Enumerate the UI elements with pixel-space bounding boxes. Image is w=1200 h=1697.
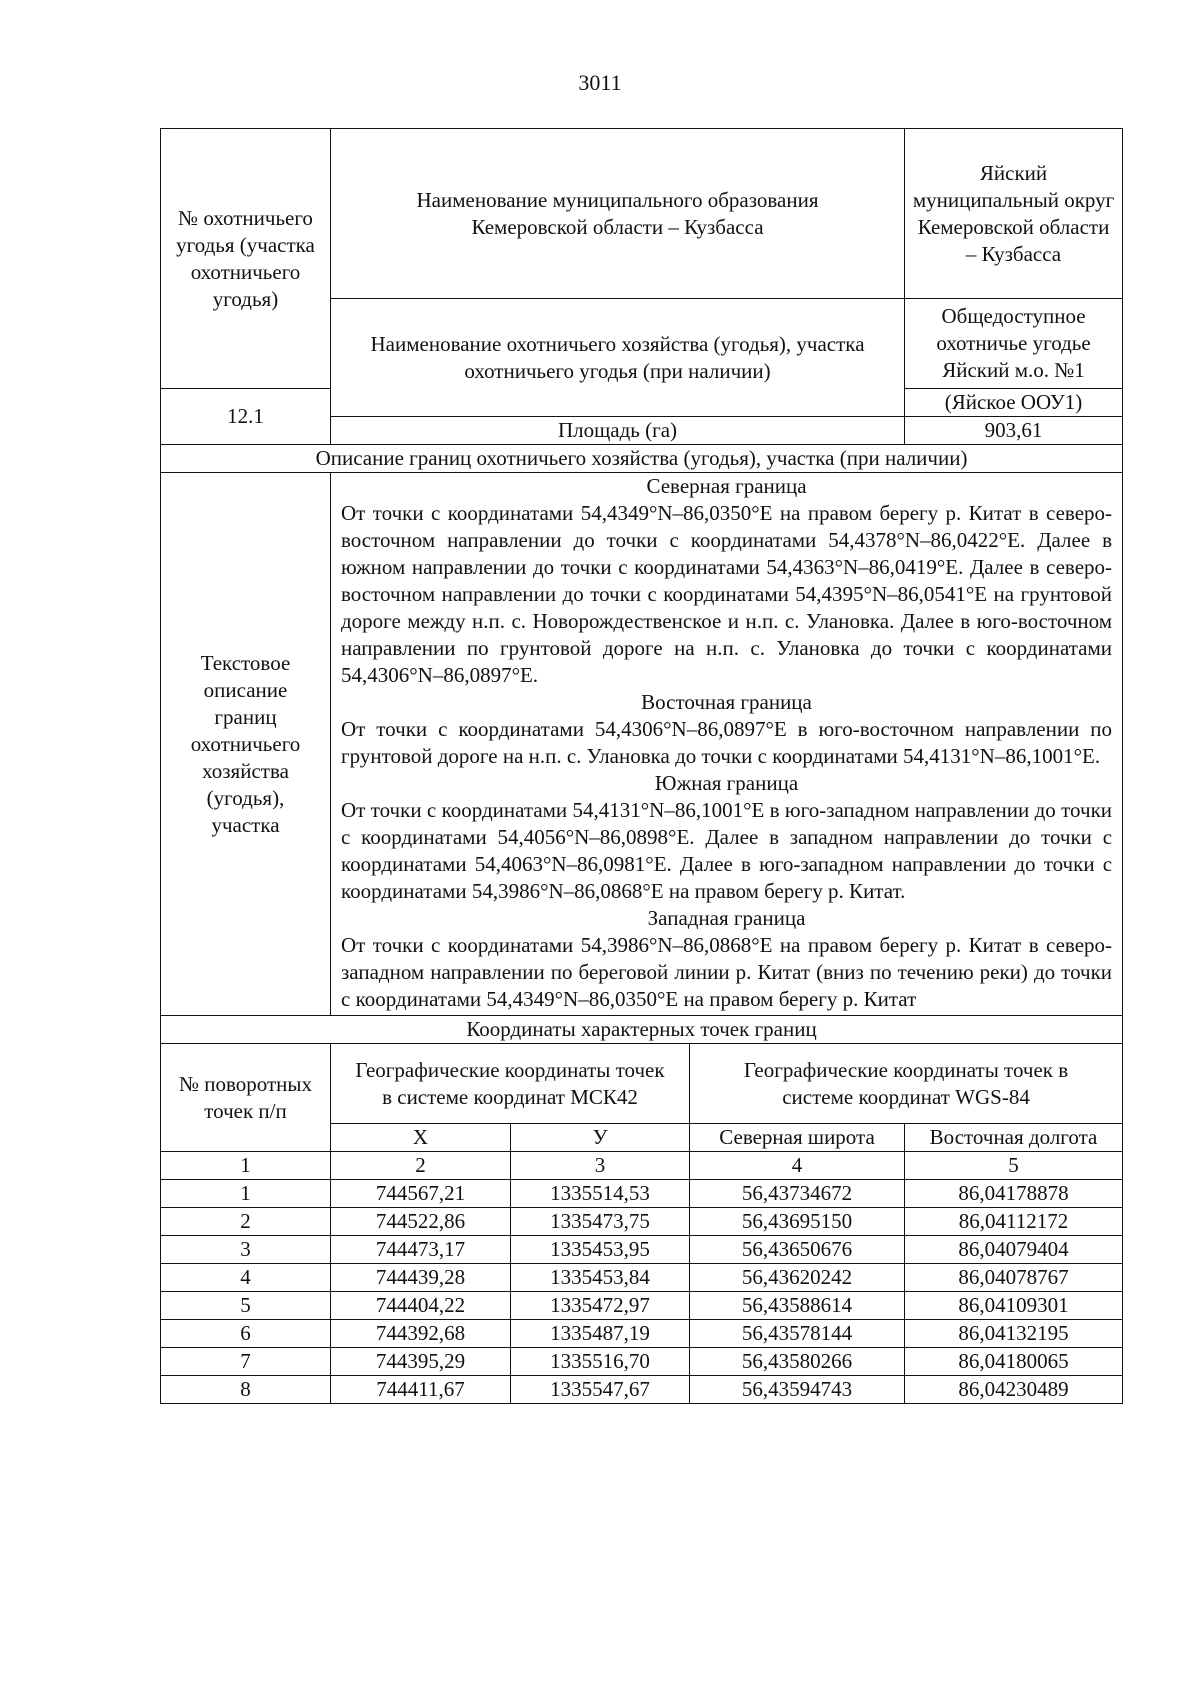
msk-x: 744395,29 <box>331 1348 511 1376</box>
point-number: 2 <box>161 1208 331 1236</box>
msk-y: 1335514,53 <box>511 1180 690 1208</box>
point-number: 7 <box>161 1348 331 1376</box>
mo-name-value: Яйский муниципальный округ Кемеровской области – Кузбасса <box>905 129 1123 299</box>
msk-y: 1335487,19 <box>511 1320 690 1348</box>
mo-name-label: Наименование муниципального образования Кемеровской области – Кузбасса <box>331 129 905 299</box>
wgs-lat: 56,43734672 <box>690 1180 905 1208</box>
point-number: 5 <box>161 1292 331 1320</box>
msk-x: 744522,86 <box>331 1208 511 1236</box>
msk-y: 1335516,70 <box>511 1348 690 1376</box>
col-points-header: № поворотных точек п/п <box>161 1044 331 1152</box>
point-number: 8 <box>161 1376 331 1404</box>
wgs-lat: 56,43580266 <box>690 1348 905 1376</box>
description-left-label: Текстовое описание границ охотничьего хозяйства (угодья), участка <box>161 473 331 1016</box>
msk-y: 1335472,97 <box>511 1292 690 1320</box>
column-number: 4 <box>690 1152 905 1180</box>
msk-x: 744567,21 <box>331 1180 511 1208</box>
point-number: 1 <box>161 1180 331 1208</box>
msk-y: 1335547,67 <box>511 1376 690 1404</box>
wgs-lon: 86,04180065 <box>905 1348 1123 1376</box>
north-boundary-text: От точки с координатами 54,4349°N–86,0350°E на правом берегу р. Китат в северо-восточном направлении до точки с координатами 54,4378°N–86,0422°E. Далее в южном направлении до точки с координатами 54,4363°N–86,0419°E. Далее в северо-восточном направлении до точки с координатами 54,4395°N–86,0541°E на грунтовой дороге между н.п. с. Новорождественское и н.п. с. Улановка. Далее в юго-восточном направлении по грунтовой дороге на н.п. с. Улановка до точки с координатами 54,4306°N–86,0897°E. <box>341 501 1113 687</box>
table-row <box>161 1320 1123 1348</box>
col-lon-header: Восточная долгота <box>905 1124 1123 1152</box>
description-section-title: Описание границ охотничьего хозяйства (угодья), участка (при наличии) <box>161 445 1123 473</box>
farm-name-label: Наименование охотничьего хозяйства (угодья), участка охотничьего угодья (при наличии) <box>331 299 905 417</box>
wgs-lon: 86,04078767 <box>905 1264 1123 1292</box>
coords-section-title: Координаты характерных точек границ <box>161 1016 1123 1044</box>
msk-y: 1335473,75 <box>511 1208 690 1236</box>
page-number: 3011 <box>578 70 622 95</box>
column-number: 1 <box>161 1152 331 1180</box>
col-no-label: № охотничьего угодья (участка охотничьего угодья) <box>161 129 331 389</box>
column-number: 3 <box>511 1152 690 1180</box>
east-boundary-text: От точки с координатами 54,4306°N–86,0897°E в юго-восточном направлении по грунтовой дороге на н.п. с. Улановка до точки с координатами 54,4131°N–86,1001°E. <box>341 717 1113 768</box>
wgs-lat: 56,43588614 <box>690 1292 905 1320</box>
col-msk-header: Географические координаты точек в системе координат МСК42 <box>331 1044 690 1124</box>
table-row <box>161 1208 1123 1236</box>
west-boundary-title: Западная граница <box>647 906 806 930</box>
msk-y: 1335453,95 <box>511 1236 690 1264</box>
table-row <box>161 1348 1123 1376</box>
north-boundary-title: Северная граница <box>646 474 807 498</box>
west-boundary-text: От точки с координатами 54,3986°N–86,0868°E на правом берегу р. Китат в северо-западном направлении по береговой линии р. Китат (вниз по течению реки) до точки с координатами 54,4349°N–86,0350°E на правом берегу р. Китат <box>341 933 1113 1011</box>
plot-number: 12.1 <box>161 389 331 445</box>
column-number-row <box>161 1152 1123 1180</box>
wgs-lon: 86,04132195 <box>905 1320 1123 1348</box>
point-number: 6 <box>161 1320 331 1348</box>
point-number: 4 <box>161 1264 331 1292</box>
msk-x: 744411,67 <box>331 1376 511 1404</box>
wgs-lon: 86,04112172 <box>905 1208 1123 1236</box>
boundary-description <box>331 473 1123 1016</box>
east-boundary-title: Восточная граница <box>641 690 812 714</box>
column-number: 5 <box>905 1152 1123 1180</box>
hunting-ground-table <box>160 128 1123 1404</box>
msk-x: 744404,22 <box>331 1292 511 1320</box>
south-boundary-text: От точки с координатами 54,4131°N–86,1001°E в юго-западном направлении до точки с координатами 54,4056°N–86,0898°E. Далее в западном направлении до точки с координатами 54,4063°N–86,0981°E. Далее в юго-западном направлении до точки с координатами 54,3986°N–86,0868°E на правом берегу р. Китат. <box>341 798 1113 903</box>
table-row <box>161 1264 1123 1292</box>
farm-name-value: Общедоступное охотничье угодье Яйский м.о. №1 <box>905 299 1123 389</box>
table-row <box>161 1180 1123 1208</box>
wgs-lat: 56,43578144 <box>690 1320 905 1348</box>
farm-short-name: (Яйское ООУ1) <box>905 389 1123 417</box>
point-number: 3 <box>161 1236 331 1264</box>
col-wgs-header: Географические координаты точек в системе координат WGS-84 <box>690 1044 1123 1124</box>
wgs-lon: 86,04230489 <box>905 1376 1123 1404</box>
msk-x: 744392,68 <box>331 1320 511 1348</box>
table-row <box>161 1236 1123 1264</box>
wgs-lon: 86,04109301 <box>905 1292 1123 1320</box>
wgs-lon: 86,04079404 <box>905 1236 1123 1264</box>
msk-x: 744473,17 <box>331 1236 511 1264</box>
wgs-lon: 86,04178878 <box>905 1180 1123 1208</box>
column-number: 2 <box>331 1152 511 1180</box>
wgs-lat: 56,43620242 <box>690 1264 905 1292</box>
area-label: Площадь (га) <box>331 417 905 445</box>
msk-x: 744439,28 <box>331 1264 511 1292</box>
area-value: 903,61 <box>905 417 1123 445</box>
wgs-lat: 56,43594743 <box>690 1376 905 1404</box>
col-x-header: Х <box>331 1124 511 1152</box>
wgs-lat: 56,43695150 <box>690 1208 905 1236</box>
col-y-header: У <box>511 1124 690 1152</box>
south-boundary-title: Южная граница <box>654 771 799 795</box>
table-row <box>161 1292 1123 1320</box>
table-row <box>161 1376 1123 1404</box>
col-lat-header: Северная широта <box>690 1124 905 1152</box>
msk-y: 1335453,84 <box>511 1264 690 1292</box>
wgs-lat: 56,43650676 <box>690 1236 905 1264</box>
